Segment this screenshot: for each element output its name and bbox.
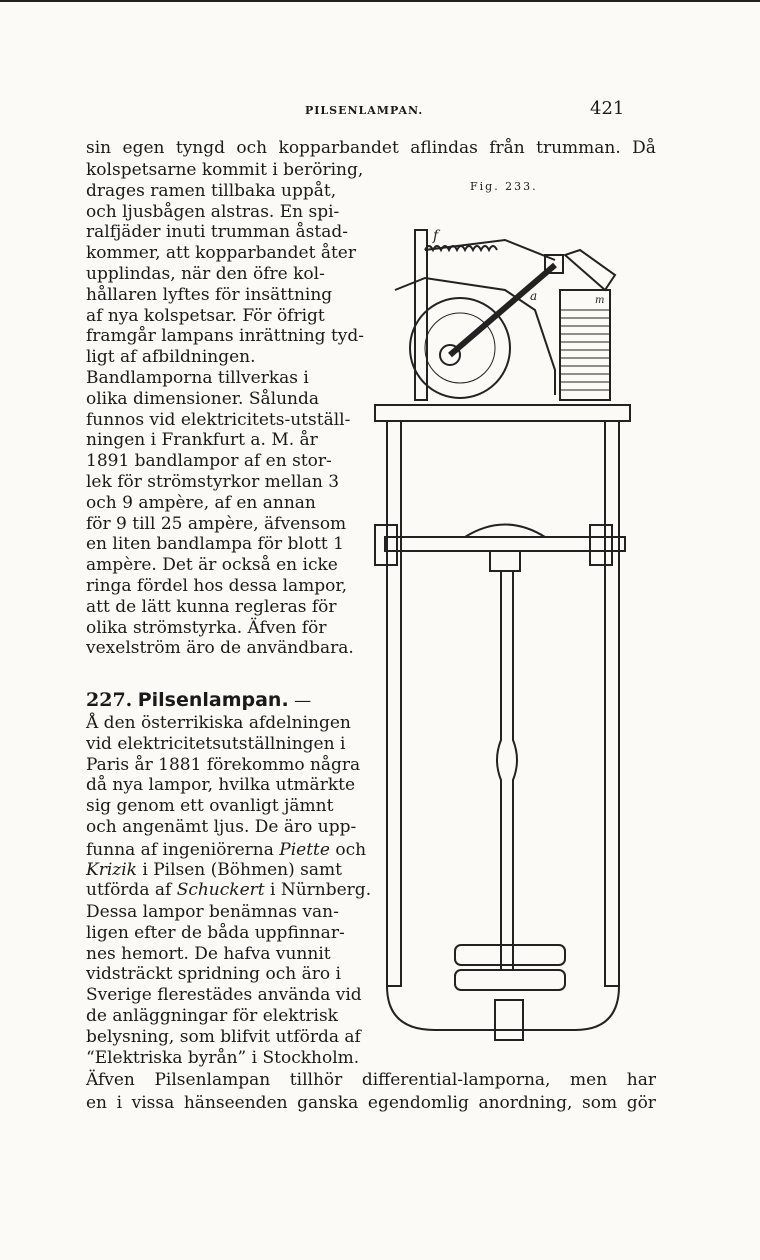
word: och [236, 138, 268, 158]
label-a: a [530, 289, 538, 303]
text-line: Å den österrikiska afdelningen [86, 713, 351, 733]
text-line: framgår lampans inrättning tyd- [86, 326, 365, 347]
text-line: ampère. Det är också en icke [86, 555, 338, 576]
running-head: PILSENLAMPAN. [305, 104, 424, 117]
right-bracket [590, 525, 612, 565]
coil-windings [560, 310, 610, 390]
base-socket [495, 1000, 523, 1040]
word: sin [86, 138, 112, 158]
pilsen-lamp-illustration [365, 200, 650, 1050]
body-line-1 [86, 138, 656, 158]
text-line: Paris år 1881 förekommo några [86, 754, 361, 775]
text-line: af nya kolspetsar. För öfrigt [86, 305, 325, 326]
carbon-rod [497, 571, 517, 970]
figure-caption: Fig. 233. [470, 180, 538, 193]
left-rod [387, 421, 401, 986]
text-line: och 9 ampère, af en annan [86, 492, 316, 513]
lower-clamp-1 [455, 945, 565, 965]
word: kopparbandet [278, 138, 399, 158]
text-line: de anläggningar för elektrisk [86, 1006, 338, 1026]
text-line: kommer, att kopparbandet åter [86, 243, 356, 264]
right-rod [605, 421, 619, 986]
word: tillhör [289, 1070, 343, 1090]
text-line: ligen efter de båda uppfinnar- [86, 922, 345, 943]
coil-body [560, 290, 610, 400]
word: en [86, 1093, 108, 1113]
inventors-post: och [329, 840, 367, 860]
inventor-krizik: Krizik [86, 860, 137, 880]
section-number: 227. [86, 689, 133, 711]
word: Pilsenlampan [154, 1070, 271, 1090]
text-line: och angenämt ljus. De äro upp- [86, 817, 357, 837]
section-heading [86, 690, 358, 711]
word: Äfven [86, 1070, 135, 1090]
text-line: då nya lampor, hvilka utmärkte [86, 775, 356, 796]
text-line: olika strömstyrka. Äfven för [86, 617, 327, 638]
word: egendomlig [367, 1093, 469, 1113]
word: som [582, 1093, 618, 1113]
word: aflindas [410, 138, 478, 158]
text-line: Bandlamporna tillverkas i [86, 368, 309, 388]
crossbar-arch [465, 525, 545, 538]
word: från [489, 138, 525, 158]
schuckert-post: i Nürnberg. [264, 880, 372, 900]
word: differential-lamporna, [361, 1070, 551, 1090]
text-line: kolspetsarne kommit i beröring, [86, 160, 364, 180]
page-edge [0, 0, 760, 2]
lower-clamp-2 [455, 970, 565, 990]
text-line: vidsträckt spridning och äro i [86, 964, 341, 985]
text-line: för 9 till 25 ampère, äfvensom [86, 513, 347, 534]
word: egen [122, 138, 165, 158]
lever-arm [450, 265, 555, 355]
word: Då [632, 138, 656, 158]
text-line: belysning, som blifvit utförda af [86, 1026, 361, 1047]
maker-schuckert: Schuckert [176, 880, 265, 900]
text-line: drages ramen tillbaka uppåt, [86, 180, 337, 201]
text-line: Dessa lampor benämnas van- [86, 902, 339, 922]
word: vissa [131, 1093, 175, 1113]
body-line-last-2 [86, 1093, 656, 1113]
krizik-line [86, 860, 358, 880]
inventors-pre: funna af ingeniörerna [86, 840, 280, 860]
base-curve [387, 986, 619, 1030]
page-number: 421 [590, 98, 625, 119]
text-line: ringa fördel hos dessa lampor, [86, 576, 348, 596]
text-line: upplindas, när den öfre kol- [86, 264, 325, 284]
text-line: ningen i Frankfurt a. M. år [86, 430, 318, 451]
word: i [116, 1093, 123, 1113]
word: har [626, 1070, 656, 1090]
text-line: och ljusbågen alstras. En spi- [86, 201, 340, 222]
word: gör [626, 1093, 656, 1113]
krizik-post: i Pilsen (Böhmen) samt [136, 860, 342, 880]
top-plate [375, 405, 630, 421]
text-line: vexelström äro de användbara. [86, 638, 354, 659]
text-line: Sverige flerestädes använda vid [86, 985, 362, 1006]
armature [565, 250, 615, 290]
text-line: att de lätt kunna regleras för [86, 596, 337, 617]
schuckert-line [86, 880, 372, 900]
word: anordning, [478, 1093, 573, 1113]
text-line: 1891 bandlampor af en stor- [86, 451, 332, 472]
text-line: funnos vid elektricitets-utställ- [86, 409, 351, 430]
text-line: ralfjäder inuti trumman åstad- [86, 222, 348, 243]
word: men [570, 1070, 608, 1090]
text-line: lek för strömstyrkor mellan 3 [86, 472, 340, 492]
text-line: ligt af afbildningen. [86, 347, 256, 368]
text-line: hållaren lyftes för insättning [86, 284, 333, 305]
carbon-holder [490, 551, 520, 571]
text-line: vid elektricitetsutställningen i [86, 733, 346, 754]
text-line: en liten bandlampa för blott 1 [86, 534, 344, 555]
inventors-line [86, 840, 367, 860]
word: ganska [297, 1093, 359, 1113]
section-title: Pilsenlampan. [137, 689, 289, 711]
word: tyngd [175, 138, 226, 158]
text-line: olika dimensioner. Sålunda [86, 388, 320, 409]
inventor-piette: Piette [279, 840, 330, 860]
schuckert-pre: utförda af [86, 880, 177, 900]
label-m: m [595, 295, 605, 306]
label-f: f [433, 228, 439, 244]
word: hänseenden [183, 1093, 288, 1113]
body-line-last-1 [86, 1070, 656, 1090]
text-line: sig genom ett ovanligt jämnt [86, 796, 334, 817]
word: trumman. [536, 138, 621, 158]
text-line: “Elektriska byrån” i Stockholm. [86, 1047, 360, 1068]
text-line: nes hemort. De hafva vunnit [86, 943, 331, 964]
section-dash: — [294, 691, 312, 711]
